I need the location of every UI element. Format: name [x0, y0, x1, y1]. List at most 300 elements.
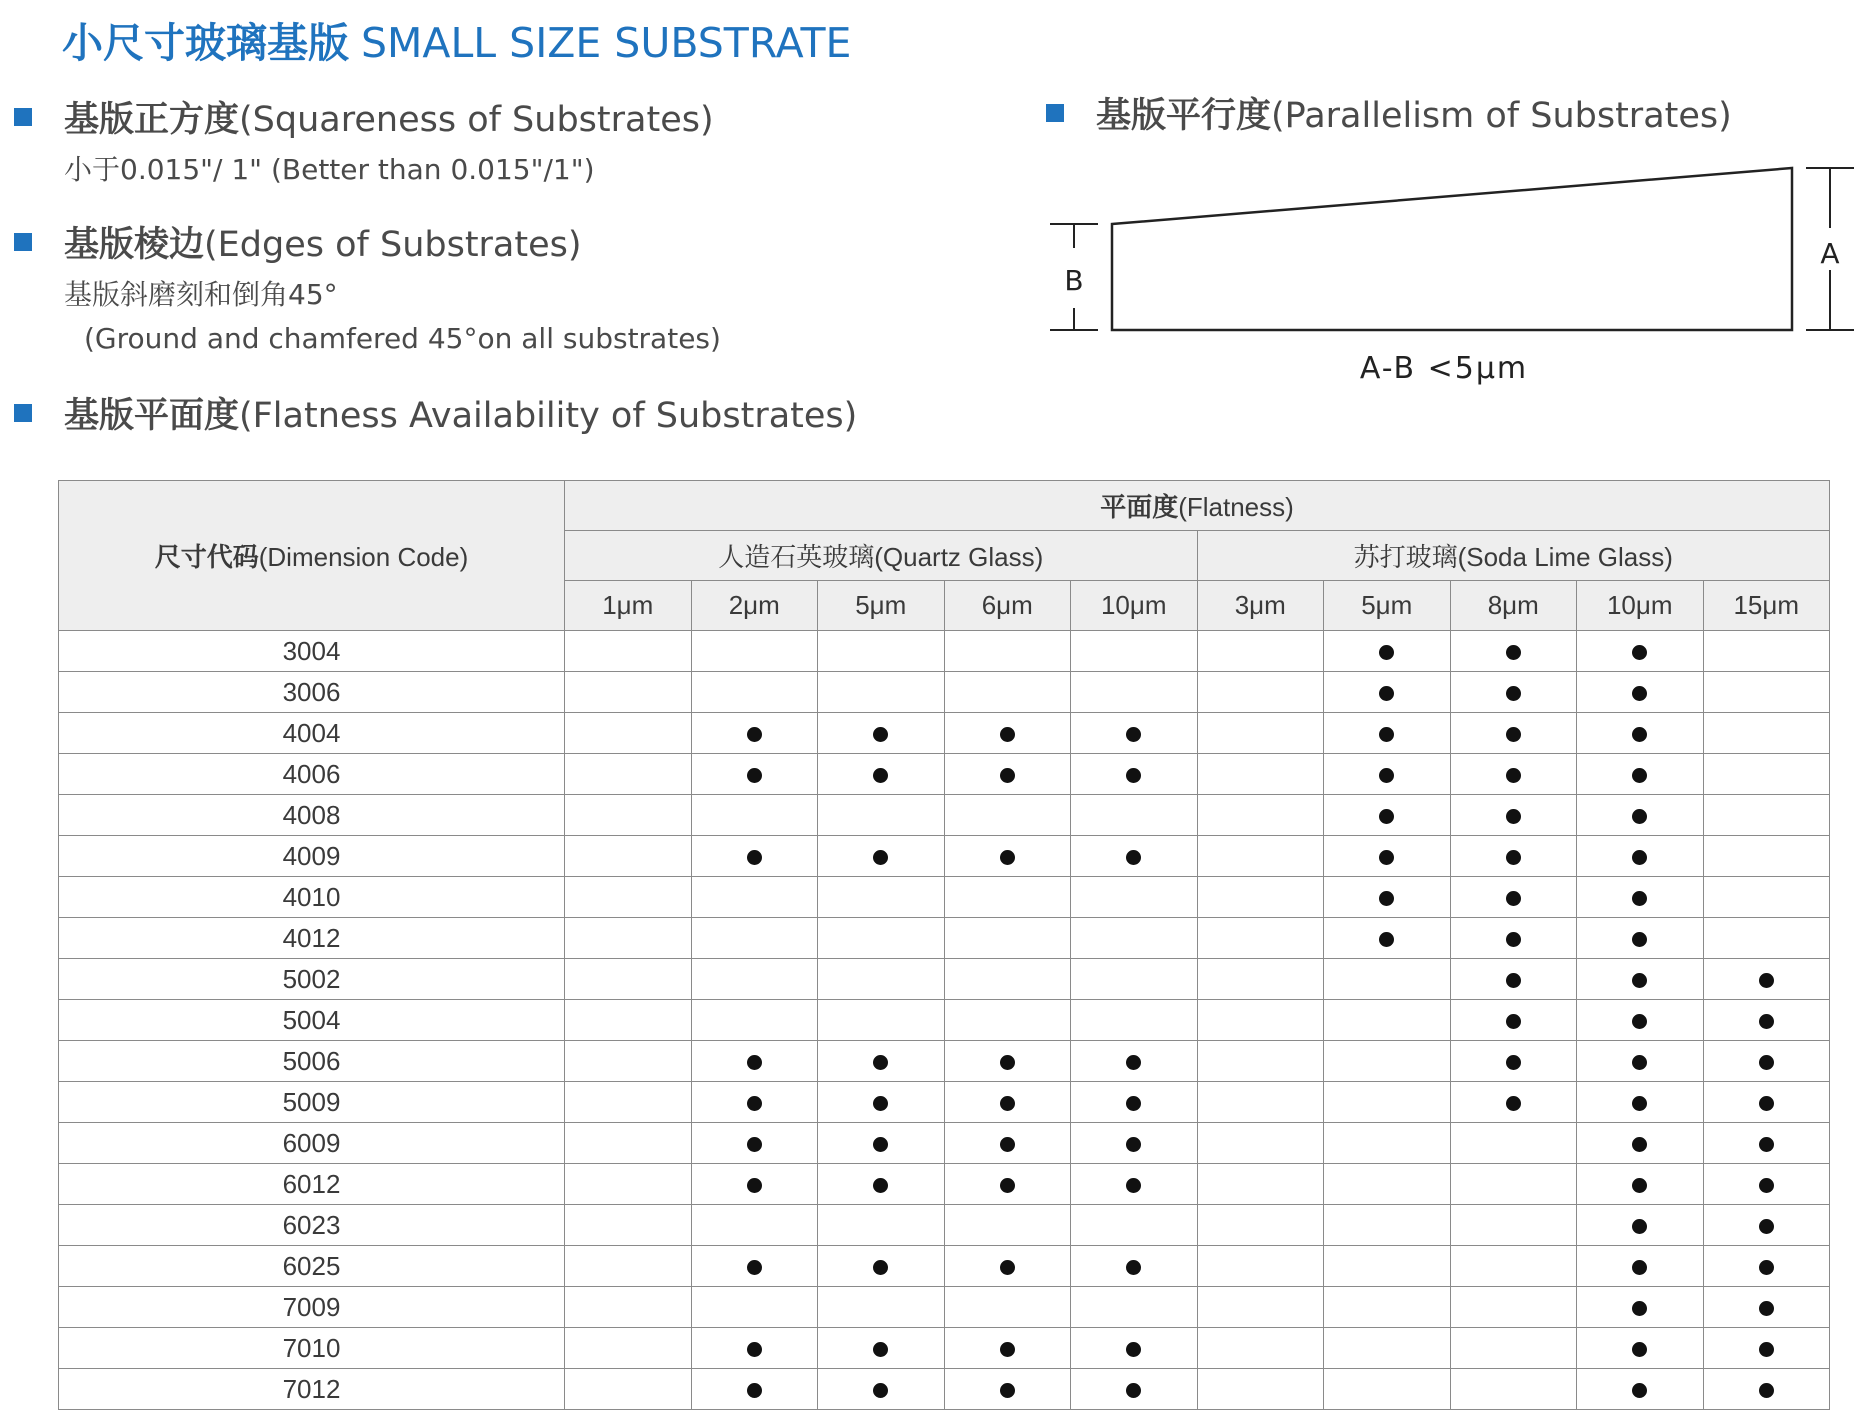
flatness-cell: [565, 1041, 692, 1082]
flatness-cell: [818, 1082, 945, 1123]
availability-dot-icon: [1632, 850, 1647, 865]
flatness-cell: [944, 1328, 1071, 1369]
flatness-cell: [1703, 877, 1830, 918]
flatness-cell: [1703, 1287, 1830, 1328]
flatness-cell: [691, 1082, 818, 1123]
availability-dot-icon: [747, 1137, 762, 1152]
flatness-cell: [1071, 1041, 1198, 1082]
flatness-cell: [944, 1123, 1071, 1164]
quartz-unit-header: 6μm: [944, 581, 1071, 631]
flatness-cell: [944, 672, 1071, 713]
flatness-cell: [1577, 1082, 1704, 1123]
flatness-cell: [691, 877, 818, 918]
dimension-code-cell: 4004: [59, 713, 565, 754]
page-title-en: SMALL SIZE SUBSTRATE: [361, 19, 852, 67]
square-bullet-icon: [14, 108, 32, 126]
availability-dot-icon: [1506, 809, 1521, 824]
flatness-cell: [1703, 1369, 1830, 1410]
flatness-cell: [1324, 959, 1451, 1000]
squareness-body: [14, 148, 714, 192]
flatness-cell: [1703, 713, 1830, 754]
soda-unit-header: 15μm: [1703, 581, 1830, 631]
availability-dot-icon: [1126, 1178, 1141, 1193]
availability-dot-icon: [1379, 850, 1394, 865]
edges-spec-zh: 基版斜磨刻和倒角45°: [64, 278, 338, 311]
availability-dot-icon: [1126, 1055, 1141, 1070]
availability-dot-icon: [1506, 1055, 1521, 1070]
availability-dot-icon: [1379, 768, 1394, 783]
flatness-cell: [691, 1287, 818, 1328]
availability-dot-icon: [747, 850, 762, 865]
flatness-cell: [1577, 1205, 1704, 1246]
table-row: [59, 1328, 1830, 1369]
flatness-cell: [565, 1000, 692, 1041]
flatness-table: [58, 480, 1830, 1410]
dimension-code-cell: 4012: [59, 918, 565, 959]
flatness-cell: [1450, 836, 1577, 877]
dimension-code-cell: 7010: [59, 1328, 565, 1369]
edges-spec-en: (Ground and chamfered 45°on all substrates): [84, 322, 721, 355]
availability-dot-icon: [1000, 1342, 1015, 1357]
flatness-header: 平面度(Flatness): [565, 481, 1830, 531]
flatness-cell: [565, 754, 692, 795]
flatness-cell: [944, 631, 1071, 672]
flatness-cell: [1450, 1000, 1577, 1041]
dimension-code-cell: 6009: [59, 1123, 565, 1164]
flatness-cell: [944, 795, 1071, 836]
squareness-spec: 小于0.015"/ 1" (Better than 0.015"/1"): [64, 153, 595, 186]
flatness-cell: [1071, 1287, 1198, 1328]
availability-dot-icon: [1632, 1219, 1647, 1234]
flatness-cell: [1071, 877, 1198, 918]
table-body: [59, 631, 1830, 1410]
flatness-cell: [1703, 1328, 1830, 1369]
flatness-cell: [818, 795, 945, 836]
dimension-code-cell: 7009: [59, 1287, 565, 1328]
flatness-cell: [818, 1205, 945, 1246]
availability-dot-icon: [1126, 1137, 1141, 1152]
flatness-cell: [1197, 1123, 1324, 1164]
soda-unit-header: 5μm: [1324, 581, 1451, 631]
flatness-cell: [1703, 672, 1830, 713]
flatness-cell: [944, 713, 1071, 754]
dimension-code-cell: 5004: [59, 1000, 565, 1041]
flatness-cell: [1703, 1000, 1830, 1041]
flatness-cell: [565, 1369, 692, 1410]
availability-dot-icon: [1632, 1014, 1647, 1029]
dimension-code-cell: 4010: [59, 877, 565, 918]
flatness-title-en: (Flatness Availability of Substrates): [239, 396, 858, 436]
availability-dot-icon: [1759, 973, 1774, 988]
flatness-cell: [1324, 1328, 1451, 1369]
square-bullet-icon: [14, 404, 32, 422]
quartz-unit-header: 1μm: [565, 581, 692, 631]
square-bullet-icon: [1046, 104, 1064, 122]
table-row: [59, 877, 1830, 918]
flatness-cell: [1197, 1041, 1324, 1082]
soda-unit-header: 3μm: [1197, 581, 1324, 631]
flatness-cell: [1577, 1041, 1704, 1082]
availability-dot-icon: [1632, 645, 1647, 660]
availability-dot-icon: [1632, 1342, 1647, 1357]
dimension-code-cell: 3004: [59, 631, 565, 672]
flatness-cell: [565, 1164, 692, 1205]
flatness-cell: [1450, 754, 1577, 795]
flatness-cell: [1071, 713, 1198, 754]
flatness-cell: [1197, 754, 1324, 795]
availability-dot-icon: [1759, 1219, 1774, 1234]
section-squareness: [14, 92, 714, 192]
flatness-cell: [1324, 836, 1451, 877]
flatness-cell: [565, 1328, 692, 1369]
flatness-cell: [1450, 1123, 1577, 1164]
flatness-cell: [1577, 672, 1704, 713]
flatness-cell: [1450, 713, 1577, 754]
flatness-cell: [818, 1123, 945, 1164]
squareness-heading: [14, 92, 714, 142]
flatness-cell: [944, 1164, 1071, 1205]
table-row: [59, 1205, 1830, 1246]
flatness-cell: [1450, 631, 1577, 672]
page-title: [62, 10, 851, 69]
parallelism-diagram: [1040, 160, 1860, 400]
dimension-code-cell: 6023: [59, 1205, 565, 1246]
flatness-cell: [1324, 1164, 1451, 1205]
dimension-code-cell: 7012: [59, 1369, 565, 1410]
availability-dot-icon: [1379, 891, 1394, 906]
flatness-cell: [565, 795, 692, 836]
flatness-cell: [944, 877, 1071, 918]
table-row: [59, 795, 1830, 836]
availability-dot-icon: [747, 768, 762, 783]
table-row: [59, 918, 1830, 959]
parallelism-title-en: (Parallelism of Substrates): [1271, 96, 1732, 136]
flatness-cell: [1197, 836, 1324, 877]
availability-dot-icon: [1632, 809, 1647, 824]
flatness-cell: [1197, 1287, 1324, 1328]
availability-dot-icon: [1379, 727, 1394, 742]
flatness-cell: [565, 877, 692, 918]
flatness-cell: [1324, 1287, 1451, 1328]
availability-dot-icon: [1632, 891, 1647, 906]
flatness-cell: [818, 1041, 945, 1082]
flatness-cell: [1197, 1164, 1324, 1205]
availability-dot-icon: [1632, 727, 1647, 742]
table-row: [59, 1082, 1830, 1123]
flatness-cell: [1324, 631, 1451, 672]
dimension-code-header: 尺寸代码(Dimension Code): [59, 481, 565, 631]
flatness-cell: [1450, 795, 1577, 836]
flatness-cell: [691, 1328, 818, 1369]
flatness-cell: [818, 631, 945, 672]
availability-dot-icon: [747, 1178, 762, 1193]
availability-dot-icon: [1000, 1055, 1015, 1070]
flatness-cell: [1324, 1000, 1451, 1041]
squareness-title-en: (Squareness of Substrates): [239, 100, 714, 140]
availability-dot-icon: [1000, 1178, 1015, 1193]
flatness-cell: [691, 836, 818, 877]
table-row: [59, 1000, 1830, 1041]
flatness-cell: [818, 713, 945, 754]
table-row: [59, 1369, 1830, 1410]
availability-dot-icon: [1632, 1178, 1647, 1193]
flatness-cell: [565, 1082, 692, 1123]
flatness-cell: [1324, 754, 1451, 795]
soda-unit-header: 8μm: [1450, 581, 1577, 631]
table-row: [59, 1123, 1830, 1164]
availability-dot-icon: [1506, 645, 1521, 660]
flatness-cell: [818, 918, 945, 959]
availability-dot-icon: [873, 768, 888, 783]
availability-dot-icon: [873, 1383, 888, 1398]
dimension-code-cell: 3006: [59, 672, 565, 713]
flatness-cell: [1450, 1082, 1577, 1123]
availability-dot-icon: [1126, 1096, 1141, 1111]
flatness-heading: [14, 388, 857, 438]
flatness-cell: [1071, 836, 1198, 877]
availability-dot-icon: [1379, 686, 1394, 701]
flatness-cell: [1703, 795, 1830, 836]
availability-dot-icon: [1632, 686, 1647, 701]
flatness-cell: [691, 1000, 818, 1041]
quartz-unit-header: 10μm: [1071, 581, 1198, 631]
dimension-code-cell: 5006: [59, 1041, 565, 1082]
flatness-cell: [1577, 1000, 1704, 1041]
flatness-cell: [1577, 1164, 1704, 1205]
flatness-cell: [1324, 1123, 1451, 1164]
flatness-cell: [1703, 1123, 1830, 1164]
flatness-cell: [1324, 1369, 1451, 1410]
availability-dot-icon: [1506, 727, 1521, 742]
flatness-cell: [1577, 918, 1704, 959]
availability-dot-icon: [873, 727, 888, 742]
flatness-cell: [818, 959, 945, 1000]
wedge-shape: [1112, 168, 1792, 330]
flatness-cell: [944, 1205, 1071, 1246]
flatness-cell: [1703, 1205, 1830, 1246]
flatness-cell: [1071, 1123, 1198, 1164]
availability-dot-icon: [1000, 1260, 1015, 1275]
flatness-cell: [1450, 1246, 1577, 1287]
flatness-cell: [1197, 877, 1324, 918]
availability-dot-icon: [1126, 768, 1141, 783]
flatness-cell: [1197, 1205, 1324, 1246]
flatness-cell: [565, 1287, 692, 1328]
availability-dot-icon: [1632, 932, 1647, 947]
availability-dot-icon: [1632, 1055, 1647, 1070]
flatness-cell: [1577, 754, 1704, 795]
availability-dot-icon: [1000, 768, 1015, 783]
table-row: [59, 1041, 1830, 1082]
availability-dot-icon: [1506, 932, 1521, 947]
flatness-cell: [1703, 1164, 1830, 1205]
availability-dot-icon: [1126, 1260, 1141, 1275]
flatness-cell: [1703, 1041, 1830, 1082]
availability-dot-icon: [1000, 1137, 1015, 1152]
availability-dot-icon: [1506, 850, 1521, 865]
flatness-cell: [565, 959, 692, 1000]
availability-dot-icon: [1759, 1178, 1774, 1193]
quartz-unit-header: 2μm: [691, 581, 818, 631]
flatness-cell: [691, 754, 818, 795]
flatness-cell: [1577, 877, 1704, 918]
availability-dot-icon: [1000, 1096, 1015, 1111]
page-title-zh: 小尺寸玻璃基版: [62, 19, 349, 67]
flatness-cell: [1324, 1246, 1451, 1287]
flatness-cell: [1071, 1246, 1198, 1287]
flatness-cell: [691, 1123, 818, 1164]
flatness-cell: [818, 877, 945, 918]
flatness-cell: [691, 959, 818, 1000]
flatness-cell: [1324, 713, 1451, 754]
flatness-cell: [818, 1328, 945, 1369]
flatness-cell: [565, 713, 692, 754]
availability-dot-icon: [747, 1383, 762, 1398]
flatness-cell: [1450, 1287, 1577, 1328]
flatness-cell: [1071, 1000, 1198, 1041]
flatness-cell: [1071, 1205, 1198, 1246]
flatness-cell: [944, 836, 1071, 877]
flatness-cell: [944, 1369, 1071, 1410]
flatness-cell: [1071, 1164, 1198, 1205]
table-row: [59, 713, 1830, 754]
flatness-cell: [818, 1287, 945, 1328]
flatness-cell: [818, 1164, 945, 1205]
availability-dot-icon: [747, 727, 762, 742]
flatness-cell: [1450, 1369, 1577, 1410]
flatness-cell: [1450, 1164, 1577, 1205]
availability-dot-icon: [1506, 686, 1521, 701]
flatness-cell: [1324, 795, 1451, 836]
flatness-cell: [1071, 1369, 1198, 1410]
flatness-cell: [1577, 836, 1704, 877]
flatness-cell: [1703, 836, 1830, 877]
flatness-cell: [1703, 959, 1830, 1000]
flatness-cell: [1450, 1205, 1577, 1246]
availability-dot-icon: [1506, 891, 1521, 906]
availability-dot-icon: [873, 850, 888, 865]
flatness-cell: [1197, 1000, 1324, 1041]
flatness-cell: [565, 1246, 692, 1287]
table-row: [59, 1287, 1830, 1328]
flatness-cell: [1577, 1287, 1704, 1328]
flatness-cell: [1324, 1205, 1451, 1246]
flatness-cell: [1450, 672, 1577, 713]
availability-dot-icon: [1126, 850, 1141, 865]
flatness-cell: [565, 836, 692, 877]
availability-dot-icon: [1759, 1260, 1774, 1275]
flatness-cell: [818, 1369, 945, 1410]
availability-dot-icon: [1506, 973, 1521, 988]
section-edges: [14, 217, 721, 361]
edges-title-en: (Edges of Substrates): [204, 225, 582, 265]
availability-dot-icon: [873, 1178, 888, 1193]
flatness-cell: [1450, 918, 1577, 959]
flatness-cell: [1703, 631, 1830, 672]
flatness-cell: [1071, 959, 1198, 1000]
edges-heading: [14, 217, 721, 267]
dimension-code-cell: 5002: [59, 959, 565, 1000]
availability-dot-icon: [1632, 1137, 1647, 1152]
flatness-cell: [1577, 631, 1704, 672]
flatness-cell: [565, 1205, 692, 1246]
flatness-cell: [1197, 672, 1324, 713]
squareness-title-zh: 基版正方度: [64, 100, 240, 140]
flatness-cell: [565, 672, 692, 713]
table-row: [59, 754, 1830, 795]
availability-dot-icon: [1759, 1301, 1774, 1316]
flatness-cell: [944, 959, 1071, 1000]
table-row: [59, 631, 1830, 672]
availability-dot-icon: [1759, 1137, 1774, 1152]
availability-dot-icon: [1632, 1096, 1647, 1111]
flatness-cell: [1703, 754, 1830, 795]
flatness-cell: [1071, 631, 1198, 672]
flatness-cell: [944, 1000, 1071, 1041]
flatness-cell: [691, 713, 818, 754]
flatness-cell: [1197, 918, 1324, 959]
parallelism-caption: A-B <5μm: [1359, 351, 1529, 386]
flatness-cell: [818, 1246, 945, 1287]
availability-dot-icon: [1759, 1055, 1774, 1070]
availability-dot-icon: [1632, 973, 1647, 988]
flatness-cell: [818, 1000, 945, 1041]
flatness-cell: [565, 918, 692, 959]
flatness-cell: [1703, 1246, 1830, 1287]
flatness-cell: [1577, 1328, 1704, 1369]
flatness-cell: [1071, 918, 1198, 959]
flatness-cell: [1703, 918, 1830, 959]
availability-dot-icon: [1632, 1383, 1647, 1398]
dimension-code-cell: 4008: [59, 795, 565, 836]
availability-dot-icon: [1000, 850, 1015, 865]
availability-dot-icon: [1000, 727, 1015, 742]
flatness-cell: [1450, 1041, 1577, 1082]
flatness-cell: [1577, 1369, 1704, 1410]
soda-lime-glass-header: 苏打玻璃(Soda Lime Glass): [1197, 531, 1830, 581]
flatness-cell: [1324, 877, 1451, 918]
availability-dot-icon: [1759, 1342, 1774, 1357]
edges-body: [14, 273, 721, 361]
availability-dot-icon: [1000, 1383, 1015, 1398]
parallelism-heading: [1046, 88, 1732, 138]
flatness-cell: [1197, 713, 1324, 754]
availability-dot-icon: [1379, 809, 1394, 824]
availability-dot-icon: [1506, 768, 1521, 783]
flatness-cell: [1577, 795, 1704, 836]
flatness-cell: [1197, 959, 1324, 1000]
availability-dot-icon: [747, 1096, 762, 1111]
soda-unit-header: 10μm: [1577, 581, 1704, 631]
flatness-cell: [1577, 713, 1704, 754]
flatness-title-zh: 基版平面度: [64, 396, 240, 436]
flatness-cell: [1324, 1082, 1451, 1123]
section-parallelism: [1046, 88, 1732, 138]
dimension-code-cell: 6012: [59, 1164, 565, 1205]
flatness-cell: [944, 1246, 1071, 1287]
flatness-cell: [944, 1041, 1071, 1082]
square-bullet-icon: [14, 233, 32, 251]
availability-dot-icon: [1632, 1301, 1647, 1316]
label-b: B: [1064, 264, 1084, 297]
flatness-cell: [1324, 1041, 1451, 1082]
dimension-code-cell: 4006: [59, 754, 565, 795]
flatness-cell: [818, 754, 945, 795]
availability-dot-icon: [873, 1096, 888, 1111]
label-a: A: [1820, 237, 1840, 270]
flatness-cell: [1324, 918, 1451, 959]
availability-dot-icon: [873, 1055, 888, 1070]
